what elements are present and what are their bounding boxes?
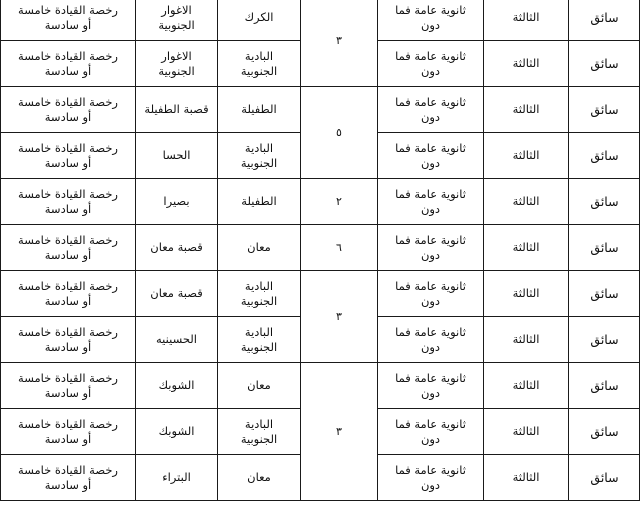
cell-education: ثانوية عامة فما دون [395, 462, 466, 492]
cell-governorate: الكرك [244, 10, 274, 24]
cell-district: الحسينيه [156, 332, 197, 346]
cell-governorate: البادية الجنوبية [240, 278, 278, 308]
cell-grade: الثالثة [512, 148, 540, 162]
cell-district: قصبة معان [150, 286, 203, 300]
cell-job: سائق [590, 240, 619, 255]
cell-job: سائق [590, 102, 619, 117]
cell-governorate: الطفيلة [241, 194, 277, 208]
cell-license: رخصة القيادة خامسة أو سادسة [18, 232, 118, 262]
cell-education: ثانوية عامة فما دون [395, 186, 466, 216]
cell-governorate: البادية الجنوبية [240, 140, 278, 170]
cell-education: ثانوية عامة فما دون [395, 94, 466, 124]
cell-license: رخصة القيادة خامسة أو سادسة [18, 140, 118, 170]
cell-license: رخصة القيادة خامسة أو سادسة [18, 2, 118, 32]
cell-education: ثانوية عامة فما دون [395, 416, 466, 446]
cell-grade: الثالثة [512, 286, 540, 300]
cell-governorate: معان [247, 378, 271, 392]
cell-education: ثانوية عامة فما دون [395, 48, 466, 78]
cell-job: سائق [590, 56, 619, 71]
cell-vacancy-count: ٦ [336, 241, 342, 254]
cell-job: سائق [590, 148, 619, 163]
cell-license: رخصة القيادة خامسة أو سادسة [18, 416, 118, 446]
cell-district: الشوبك [158, 378, 195, 392]
cell-education: ثانوية عامة فما دون [395, 370, 466, 400]
cell-vacancy-count: ٣ [336, 310, 342, 323]
cell-license: رخصة القيادة خامسة أو سادسة [18, 48, 118, 78]
cell-district: الاغوار الجنوبية [158, 2, 195, 32]
cell-education: ثانوية عامة فما دون [395, 278, 466, 308]
cell-governorate: الطفيلة [241, 102, 277, 116]
cell-license: رخصة القيادة خامسة أو سادسة [18, 324, 118, 354]
cell-job: سائق [590, 10, 619, 25]
cell-grade: الثالثة [512, 194, 540, 208]
cell-district: قصبة الطفيلة [144, 102, 209, 116]
cell-job: سائق [590, 424, 619, 439]
cell-license: رخصة القيادة خامسة أو سادسة [18, 462, 118, 492]
row-border [377, 500, 640, 501]
cell-district: قصبة معان [150, 240, 203, 254]
cell-license: رخصة القيادة خامسة أو سادسة [18, 94, 118, 124]
cell-district: الحسا [162, 148, 191, 162]
group-border [300, 500, 377, 501]
cell-education: ثانوية عامة فما دون [395, 324, 466, 354]
cell-license: رخصة القيادة خامسة أو سادسة [18, 186, 118, 216]
cell-education: ثانوية عامة فما دون [395, 140, 466, 170]
row-border [0, 500, 300, 501]
cell-vacancy-count: ٥ [336, 126, 342, 139]
cell-job: سائق [590, 194, 619, 209]
cell-grade: الثالثة [512, 470, 540, 484]
cell-governorate: البادية الجنوبية [240, 324, 278, 354]
cell-district: الشوبك [158, 424, 195, 438]
cell-district: بصيرا [163, 194, 190, 208]
cell-license: رخصة القيادة خامسة أو سادسة [18, 278, 118, 308]
cell-grade: الثالثة [512, 424, 540, 438]
cell-job: سائق [590, 378, 619, 393]
cell-governorate: البادية الجنوبية [240, 416, 278, 446]
cell-education: ثانوية عامة فما دون [395, 2, 466, 32]
cell-job: سائق [590, 286, 619, 301]
cell-governorate: معان [247, 240, 271, 254]
cell-governorate: معان [247, 470, 271, 484]
cell-grade: الثالثة [512, 332, 540, 346]
cell-grade: الثالثة [512, 10, 540, 24]
cell-district: الاغوار الجنوبية [158, 48, 195, 78]
cell-job: سائق [590, 470, 619, 485]
cell-job: سائق [590, 332, 619, 347]
cell-vacancy-count: ٣ [336, 34, 342, 47]
cell-license: رخصة القيادة خامسة أو سادسة [18, 370, 118, 400]
cell-vacancy-count: ٢ [336, 195, 342, 208]
cell-vacancy-count: ٣ [336, 425, 342, 438]
cell-grade: الثالثة [512, 102, 540, 116]
cell-grade: الثالثة [512, 56, 540, 70]
cell-district: البتراء [162, 470, 191, 484]
cell-governorate: البادية الجنوبية [240, 48, 278, 78]
cell-grade: الثالثة [512, 240, 540, 254]
cell-grade: الثالثة [512, 378, 540, 392]
cell-education: ثانوية عامة فما دون [395, 232, 466, 262]
